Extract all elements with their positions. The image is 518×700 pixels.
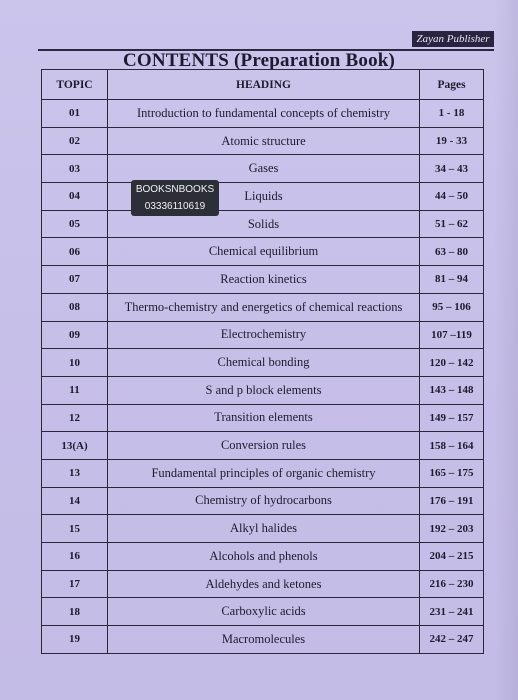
pages-cell: 107 –119 — [420, 321, 484, 349]
pages-cell: 149 – 157 — [420, 404, 484, 432]
table-row — [42, 321, 484, 349]
heading-cell: Macromolecules — [108, 626, 420, 654]
table-row — [42, 266, 484, 294]
table-row — [42, 349, 484, 377]
pages-cell: 204 – 215 — [420, 543, 484, 571]
pages-cell: 165 – 175 — [420, 459, 484, 487]
heading-cell: Fundamental principles of organic chemistry — [108, 459, 420, 487]
table-row — [42, 598, 484, 626]
page-shadow — [494, 0, 518, 700]
heading-cell: Aldehydes and ketones — [108, 570, 420, 598]
heading-cell: Chemical bonding — [108, 349, 420, 377]
topic-cell: 04 — [42, 183, 108, 211]
heading-cell: Alkyl halides — [108, 515, 420, 543]
pages-column-header: Pages — [420, 70, 484, 100]
topic-cell: 03 — [42, 155, 108, 183]
table-row — [42, 570, 484, 598]
topic-column-header: TOPIC — [42, 70, 108, 100]
table-row — [42, 210, 484, 238]
topic-cell: 11 — [42, 376, 108, 404]
topic-cell: 10 — [42, 349, 108, 377]
pages-cell: 34 – 43 — [420, 155, 484, 183]
table-row — [42, 543, 484, 571]
table-row — [42, 515, 484, 543]
topic-cell: 14 — [42, 487, 108, 515]
stamp-name: BOOKSNBOOKS — [135, 184, 215, 195]
pages-cell: 143 – 148 — [420, 376, 484, 404]
pages-cell: 19 - 33 — [420, 127, 484, 155]
bookseller-stamp — [131, 180, 219, 216]
heading-cell: Atomic structure — [108, 127, 420, 155]
table-header-row — [42, 70, 484, 100]
pages-cell: 231 – 241 — [420, 598, 484, 626]
table-row — [42, 487, 484, 515]
topic-cell: 13(A) — [42, 432, 108, 460]
heading-cell: Chemistry of hydrocarbons — [108, 487, 420, 515]
pages-cell: 120 – 142 — [420, 349, 484, 377]
heading-cell: Liquids — [108, 183, 420, 211]
heading-cell: Gases — [108, 155, 420, 183]
pages-cell: 44 – 50 — [420, 183, 484, 211]
topic-cell: 17 — [42, 570, 108, 598]
pages-cell: 81 – 94 — [420, 266, 484, 294]
heading-cell: Alcohols and phenols — [108, 543, 420, 571]
table-row — [42, 127, 484, 155]
heading-cell: Introduction to fundamental concepts of chemistry — [108, 100, 420, 128]
pages-cell: 95 – 106 — [420, 293, 484, 321]
table-row — [42, 404, 484, 432]
pages-cell: 216 – 230 — [420, 570, 484, 598]
pages-cell: 158 – 164 — [420, 432, 484, 460]
heading-cell: Conversion rules — [108, 432, 420, 460]
heading-cell: Electrochemistry — [108, 321, 420, 349]
table-row — [42, 183, 484, 211]
pages-cell: 1 - 18 — [420, 100, 484, 128]
topic-cell: 09 — [42, 321, 108, 349]
topic-cell: 05 — [42, 210, 108, 238]
topic-cell: 13 — [42, 459, 108, 487]
topic-cell: 06 — [42, 238, 108, 266]
table-row — [42, 100, 484, 128]
heading-column-header: HEADING — [108, 70, 420, 100]
pages-cell: 176 – 191 — [420, 487, 484, 515]
topic-cell: 08 — [42, 293, 108, 321]
pages-cell: 192 – 203 — [420, 515, 484, 543]
contents-body — [42, 100, 484, 654]
table-row — [42, 626, 484, 654]
table-row — [42, 155, 484, 183]
heading-cell: Reaction kinetics — [108, 266, 420, 294]
topic-cell: 16 — [42, 543, 108, 571]
heading-cell: Thermo-chemistry and energetics of chemical reactions — [108, 293, 420, 321]
topic-cell: 18 — [42, 598, 108, 626]
page-title: CONTENTS (Preparation Book) — [122, 50, 396, 71]
table-row — [42, 459, 484, 487]
table-row — [42, 293, 484, 321]
publisher-label: Zayan Publisher — [412, 31, 494, 47]
stamp-phone: 03336110619 — [144, 201, 206, 212]
topic-cell: 07 — [42, 266, 108, 294]
pages-cell: 51 – 62 — [420, 210, 484, 238]
pages-cell: 63 – 80 — [420, 238, 484, 266]
topic-cell: 12 — [42, 404, 108, 432]
topic-cell: 01 — [42, 100, 108, 128]
contents-table — [41, 69, 484, 654]
heading-cell: Carboxylic acids — [108, 598, 420, 626]
topic-cell: 15 — [42, 515, 108, 543]
table-row — [42, 376, 484, 404]
heading-cell: Transition elements — [108, 404, 420, 432]
table-row — [42, 238, 484, 266]
heading-cell: Chemical equilibrium — [108, 238, 420, 266]
heading-cell: S and p block elements — [108, 376, 420, 404]
heading-cell: Solids — [108, 210, 420, 238]
topic-cell: 02 — [42, 127, 108, 155]
pages-cell: 242 – 247 — [420, 626, 484, 654]
topic-cell: 19 — [42, 626, 108, 654]
table-row — [42, 432, 484, 460]
